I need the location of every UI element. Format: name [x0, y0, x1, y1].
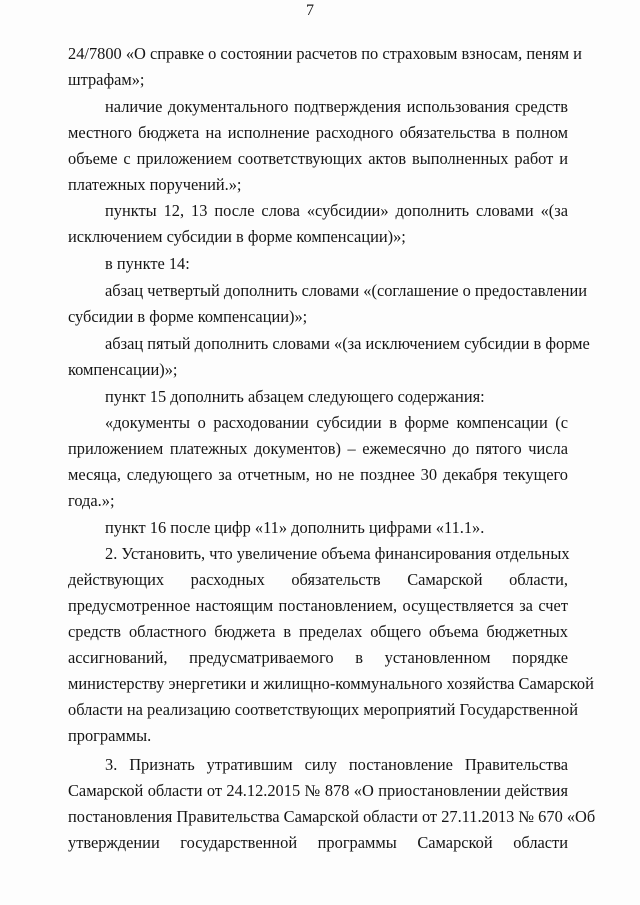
text-line: пункт 15 дополнить абзацем следующего содержания: [105, 387, 485, 406]
text-line: области на реализацию соответствующих мероприятий Государственной [68, 700, 578, 719]
text-line: 24/7800 «О справке о состоянии расчетов по страховым взносам, пеням и [68, 44, 582, 63]
text-line: исключением субсидии в форме компенсации)»; [68, 227, 406, 246]
text-line: утверждении государственной программы Самарской области [68, 833, 568, 852]
text-line: месяца, следующего за отчетным, но не позднее 30 декабря текущего [68, 465, 568, 484]
text-line: пункты 12, 13 после слова «субсидии» дополнить словами «(за [105, 201, 568, 220]
text-line: штрафам»; [68, 70, 145, 89]
text-line: постановления Правительства Самарской области от 27.11.2013 № 670 «Об [68, 807, 596, 826]
text-line: абзац четвертый дополнить словами «(соглашение о предоставлении [105, 281, 588, 300]
text-line: 3. Признать утратившим силу постановление Правительства [105, 755, 568, 774]
page-number: 7 [306, 2, 314, 19]
text-line: действующих расходных обязательств Самарской области, [68, 570, 568, 589]
text-line: местного бюджета на исполнение расходного обязательства в полном [68, 123, 568, 142]
text-line: ассигнований, предусматриваемого в установленном порядке [68, 648, 568, 667]
text-line: средств областного бюджета в пределах общего объема бюджетных [68, 622, 568, 641]
text-line: субсидии в форме компенсации)»; [68, 307, 308, 326]
text-line: года.»; [68, 491, 115, 510]
text-line: компенсации)»; [68, 360, 178, 379]
text-line: абзац пятый дополнить словами «(за исключением субсидии в форме [105, 334, 590, 353]
text-line: предусмотренное настоящим постановлением, осуществляется за счет [68, 596, 568, 615]
text-line: министерству энергетики и жилищно-коммунального хозяйства Самарской [68, 674, 594, 693]
text-line: 2. Установить, что увеличение объема финансирования отдельных [105, 544, 570, 563]
text-line: пункт 16 после цифр «11» дополнить цифрами «11.1». [105, 518, 485, 537]
text-line: платежных поручений.»; [68, 175, 242, 194]
text-line: «документы о расходовании субсидии в форме компенсации (с [105, 413, 568, 432]
text-line: приложением платежных документов) – ежемесячно до пятого числа [68, 439, 568, 458]
text-line: программы. [68, 726, 152, 745]
text-line: объеме с приложением соответствующих актов выполненных работ и [68, 149, 568, 168]
text-line: Самарской области от 24.12.2015 № 878 «О приостановлении действия [68, 781, 568, 800]
text-line: наличие документального подтверждения использования средств [105, 97, 568, 116]
text-line: в пункте 14: [105, 254, 190, 273]
